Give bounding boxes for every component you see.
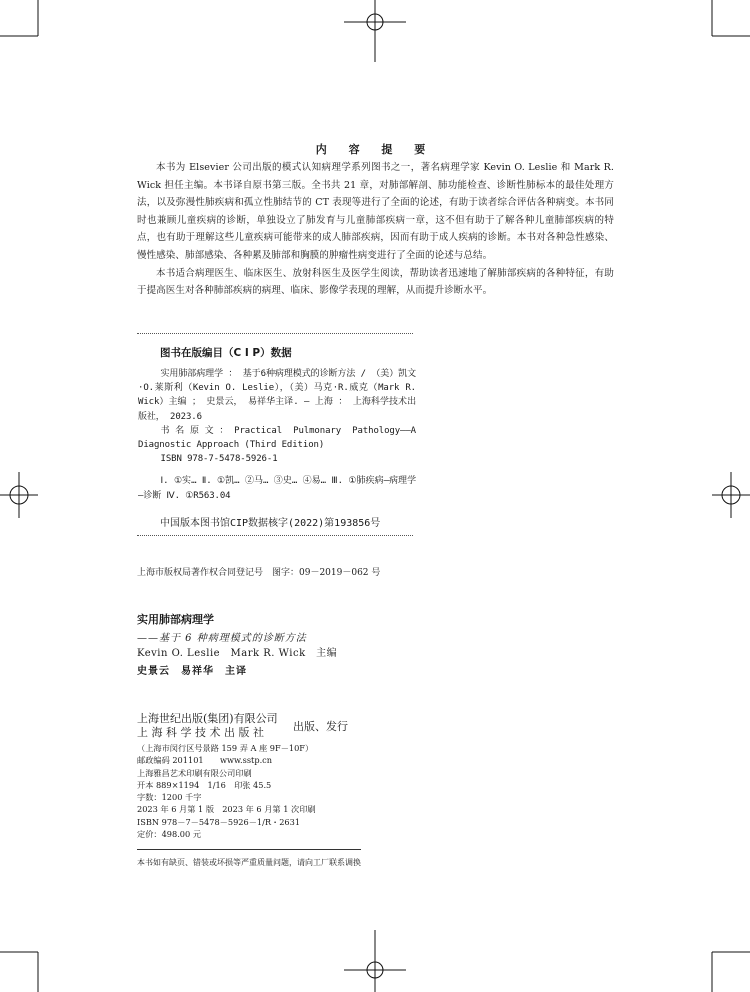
price: 定价：498.00 元 [137, 829, 202, 840]
publisher-press: 上 海 科 学 技 术 出 版 社 [137, 726, 264, 739]
publisher-group: 上海世纪出版(集团)有限公司 [137, 712, 278, 725]
copyright-registration: 上海市版权局著作权合同登记号 图字：09－2019－062 号 [137, 568, 381, 578]
crop-mark-top-right [712, 0, 750, 36]
cip-original-title: 书名原文：Practical Pulmonary Pathology——A Diagnostic Approach (Third Edition) [138, 425, 416, 451]
footer-note: 本书如有缺页、错装或坏损等严重质量问题，请向工厂联系调换 [137, 858, 361, 867]
edition: 2023 年 6 月第 1 版 2023 年 6 月第 1 次印刷 [137, 804, 316, 815]
cip-check-number: 中国版本图书馆CIP数据核字(2022)第193856号 [160, 518, 381, 529]
cip-classification: Ⅰ. ①实… Ⅱ. ①凯… ②马… ③史… ④易… Ⅲ. ①肺疾病—病理学—诊断 Ⅳ. ①R563.04 [138, 476, 416, 501]
publication-specs [137, 742, 316, 840]
publisher-postcode: 邮政编码 201101 www.sstp.cn [137, 755, 273, 766]
summary-heading: 内 容 提 要 [315, 143, 435, 156]
publisher-address: （上海市闵行区号景路 159 弄 A 座 9F－10F） [137, 743, 314, 753]
registration-mark-right [712, 472, 750, 518]
crop-mark-bottom-left [0, 952, 38, 992]
cip-record [138, 367, 416, 503]
summary-body [137, 159, 614, 300]
registration-mark-bottom [344, 930, 406, 992]
cip-isbn: ISBN 978-7-5478-5926-1 [160, 454, 278, 465]
printer: 上海雅昌艺术印刷有限公司印刷 [137, 767, 252, 778]
footer-divider [137, 849, 361, 850]
book-editors: Kevin O. Leslie Mark R. Wick 主编 [137, 648, 338, 659]
summary-paragraph: 本书适合病理医生、临床医生、放射科医生及医学生阅读，帮助读者迅速地了解肺部疾病的各种特征，有助于提高医生对各种肺部疾病的病理、临床、影像学表现的理解，从而提升诊断水平。 [137, 267, 614, 297]
cip-top-divider [137, 333, 413, 334]
word-count: 字数：1200 千字 [137, 792, 202, 803]
book-subtitle: ——基于 6 种病理模式的诊断方法 [137, 633, 307, 644]
summary-paragraph: 本书为 Elsevier 公司出版的模式认知病理学系列图书之一，著名病理学家 Kevin O. Leslie 和 Mark R. Wick 担任主编。本书译自原书第三版。全书共 21 章，对肺部解剖、肺功能检查、诊断性肺标本的最佳处理方法，以及弥漫性肺疾病和孤立性肺结节的 CT 表现等进行了全面的论述，有助于读者综合评估各种病变。本书同时也兼顾儿童疾病的诊断，单独设立了肺发育与儿童肺部疾病一章，这不但有助于了解各种儿童肺部疾病的特点，也有助于理解这些儿童疾病可能带来的成人肺部疾病，因而有助于成人疾病的诊断。本书对各种急性感染、慢性感染、肺部感染、各种累及肺部和胸膜的肿瘤性病变进行了全面的论述与总结。 [137, 162, 614, 261]
cip-bibliographic-record: 实用肺部病理学 ： 基于6种病理模式的诊断方法 / （美）凯文·O.莱斯利（Kevin O. Leslie），（美）马克·R.威克（Mark R. Wick）主编 ； 史景云， 易祥华主译. — 上海 ： 上海科学技术出版社， 2023.6 [138, 369, 416, 422]
cip-title: 图书在版编目（C I P）数据 [160, 347, 292, 359]
crop-mark-bottom-right [712, 952, 750, 992]
registration-mark-left [0, 472, 38, 518]
book-title: 实用肺部病理学 [137, 613, 214, 626]
format: 开本 889×1194 1/16 印张 45.5 [137, 779, 272, 790]
book-isbn: ISBN 978－7－5478－5926－1/R・2631 [137, 816, 301, 827]
publisher-role: 出版、发行 [293, 720, 348, 733]
book-translators: 史景云 易祥华 主译 [137, 666, 247, 677]
registration-mark-top [344, 0, 406, 62]
publisher-names [137, 712, 278, 740]
cip-bottom-divider [137, 535, 413, 536]
crop-mark-top-left [0, 0, 38, 36]
